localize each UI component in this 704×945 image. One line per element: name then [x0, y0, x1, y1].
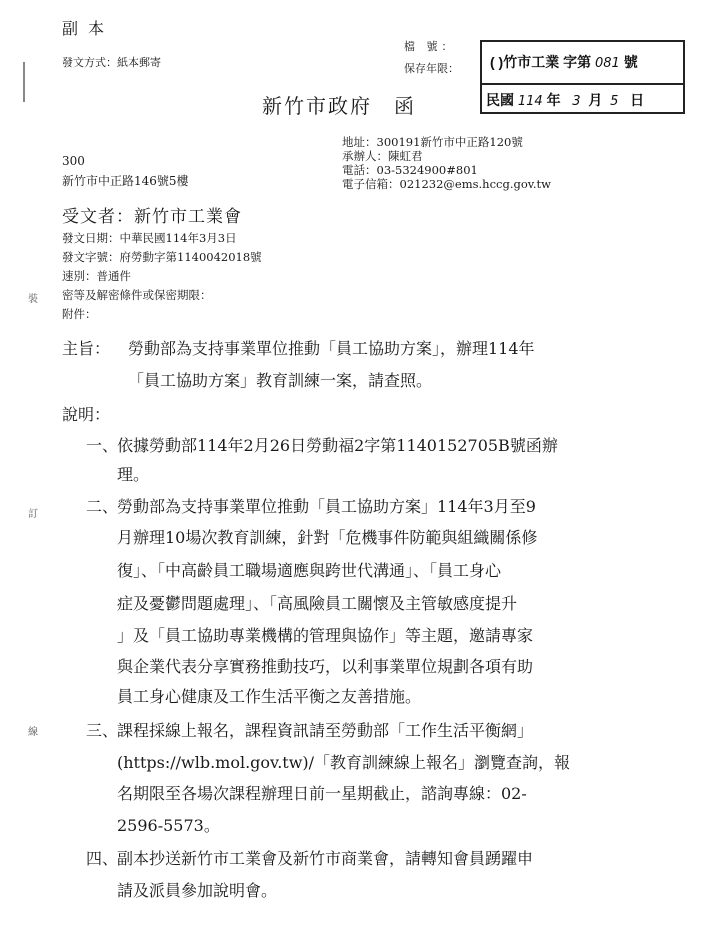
stamp-suffix: 號: [623, 54, 638, 70]
stamp-divider: [482, 83, 683, 85]
item-line: 員工身心健康及工作生活平衡之友善措施。: [117, 687, 422, 706]
sender-phone: 電話：03-5324900#801: [342, 163, 478, 177]
sender-email: 電子信箱：021232@ems.hccg.gov.tw: [342, 177, 552, 191]
stamp-handwritten-number: 081: [595, 56, 620, 71]
item-number: 二、: [86, 497, 119, 516]
document-number: 發文字號：府勞動字第1140042018號: [62, 250, 262, 264]
binding-mark-bind: 裝: [28, 294, 38, 305]
item-line: 依據勞動部114年2月26日勞動福2字第1140152705B號函辦: [117, 436, 558, 455]
item-line: 症及憂鬱問題處理」、「高風險員工關懷及主管敏感度提升: [117, 594, 518, 613]
stamp-month: 3: [572, 94, 581, 109]
stamp-year-unit: 年: [546, 92, 561, 108]
delivery-method: 發文方式：紙本郵寄: [62, 56, 161, 69]
item-line: 勞動部為支持事業單位推動「員工協助方案」114年3月至9: [117, 497, 536, 516]
item-line: 副本抄送新竹市工業會及新竹市商業會，請轉知會員踴躍申: [117, 849, 534, 868]
stamp-date: [486, 90, 644, 110]
secrecy-level: 密等及解密條件或保密期限：: [62, 288, 212, 302]
addressee: 受文者：新竹市工業會: [62, 207, 242, 227]
issue-date: 發文日期：中華民國114年3月3日: [62, 231, 237, 245]
stamp-prefix: ( )竹市工業 字第: [490, 54, 592, 70]
binding-mark-staple: 訂: [28, 509, 38, 520]
item-line: 名期限至各場次課程辦理日前一星期截止，諮詢專線：02-: [117, 784, 527, 803]
attachments: 附件：: [62, 307, 97, 321]
stamp-day-unit: 日: [630, 92, 645, 108]
item-line: 請及派員參加說明會。: [117, 881, 278, 900]
document-title: [262, 90, 416, 119]
stamp-day: 5: [610, 94, 619, 109]
item-number: 四、: [86, 849, 119, 868]
subject-line: 「員工協助方案」教育訓練一案，請查照。: [128, 371, 433, 390]
received-stamp: [480, 40, 685, 114]
item-line: 復」、「中高齡員工職場適應與跨世代溝通」、「員工身心: [117, 561, 502, 580]
title-organization: 新竹市政府: [262, 94, 372, 118]
recipient-zip: 300: [62, 154, 85, 168]
explanation-label: 說明：: [62, 405, 111, 424]
item-line: (https://wlb.mol.gov.tw)/「教育訓練線上報名」瀏覽查詢，報: [117, 753, 571, 772]
subject-label: 主旨：: [62, 339, 111, 358]
stamp-era: 民國: [486, 92, 514, 108]
stamp-doc-number: [490, 52, 638, 72]
copy-mark: 副本: [62, 19, 115, 38]
item-number: 三、: [86, 721, 119, 740]
retention-period-label: 保存年限：: [404, 62, 459, 75]
item-line: 課程採線上報名，課程資訊請至勞動部「工作生活平衡網」: [117, 721, 534, 740]
binding-mark-line: 線: [28, 727, 38, 738]
title-doc-type: 函: [394, 94, 416, 118]
item-line: 」及「員工協助專業機構的管理與協作」等主題，邀請專家: [117, 626, 534, 645]
sender-handler: 承辦人：陳虹君: [342, 149, 423, 163]
stamp-year: 114: [517, 94, 543, 109]
archive-number-label: 檔 號：: [404, 40, 457, 53]
stamp-month-unit: 月: [588, 92, 603, 108]
item-line: 理。: [117, 465, 150, 484]
subject-line: 勞動部為支持事業單位推動「員工協助方案」，辦理114年: [128, 339, 535, 358]
item-line: 月辦理10場次教育訓練，針對「危機事件防範與組織關係修: [117, 528, 538, 547]
item-number: 一、: [86, 436, 119, 455]
delivery-speed: 速別：普通件: [62, 269, 131, 283]
recipient-address: 新竹市中正路146號5樓: [62, 174, 189, 188]
item-line: 2596-5573。: [117, 816, 220, 835]
binding-rule: [23, 62, 25, 102]
item-line: 與企業代表分享實務推動技巧，以利事業單位規劃各項有助: [117, 657, 534, 676]
sender-address: 地址：300191新竹市中正路120號: [342, 135, 523, 149]
